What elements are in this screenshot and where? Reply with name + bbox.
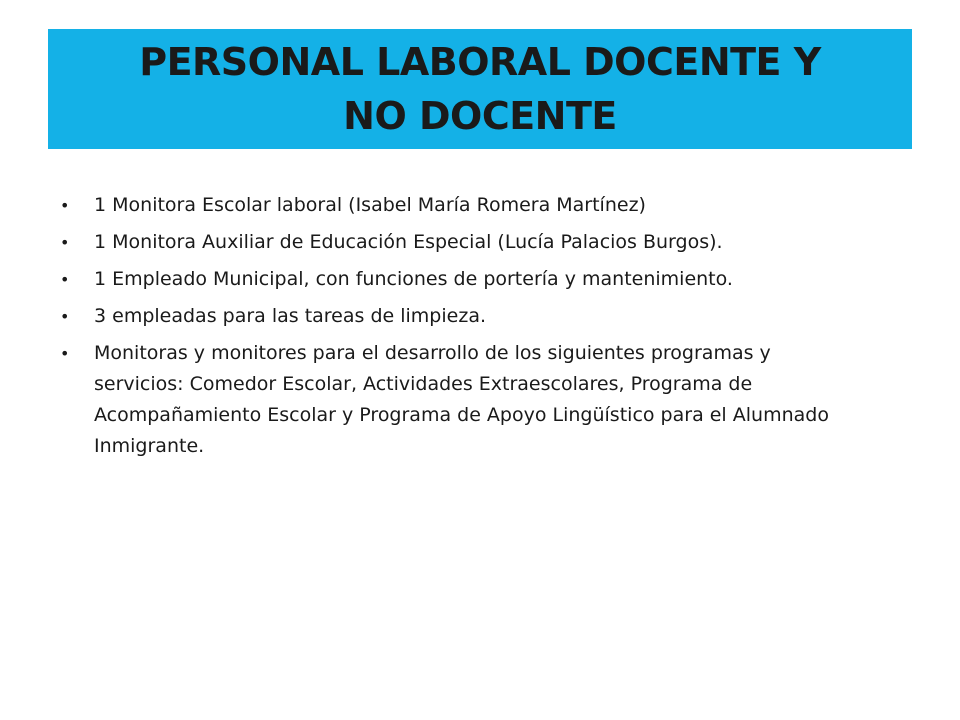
title-line-2: NO DOCENTE bbox=[343, 94, 617, 138]
bullet-icon: • bbox=[60, 307, 70, 326]
bullet-list bbox=[60, 190, 850, 468]
bullet-icon: • bbox=[60, 344, 70, 363]
bullet-text: 1 Empleado Municipal, con funciones de portería y mantenimiento. bbox=[94, 268, 733, 290]
bullet-icon: • bbox=[60, 233, 70, 252]
bullet-text: 1 Monitora Escolar laboral (Isabel María Romera Martínez) bbox=[94, 194, 646, 216]
list-item bbox=[60, 190, 850, 221]
bullet-text: Monitoras y monitores para el desarrollo de los siguientes programas y servicios: Comedor Escolar, Actividades Extraescolares, Programa de Acompañamiento Escolar y Programa de Apoyo Lingüístico para el Alumnado Inmigrante. bbox=[94, 342, 829, 457]
list-item bbox=[60, 338, 850, 462]
bullet-icon: • bbox=[60, 196, 70, 215]
list-item bbox=[60, 264, 850, 295]
title-banner bbox=[48, 29, 912, 149]
bullet-icon: • bbox=[60, 270, 70, 289]
bullet-text: 3 empleadas para las tareas de limpieza. bbox=[94, 305, 486, 327]
title-line-1: PERSONAL LABORAL DOCENTE Y bbox=[139, 40, 821, 84]
list-item bbox=[60, 227, 850, 258]
list-item bbox=[60, 301, 850, 332]
slide-title bbox=[60, 35, 900, 143]
bullet-text: 1 Monitora Auxiliar de Educación Especial (Lucía Palacios Burgos). bbox=[94, 231, 723, 253]
